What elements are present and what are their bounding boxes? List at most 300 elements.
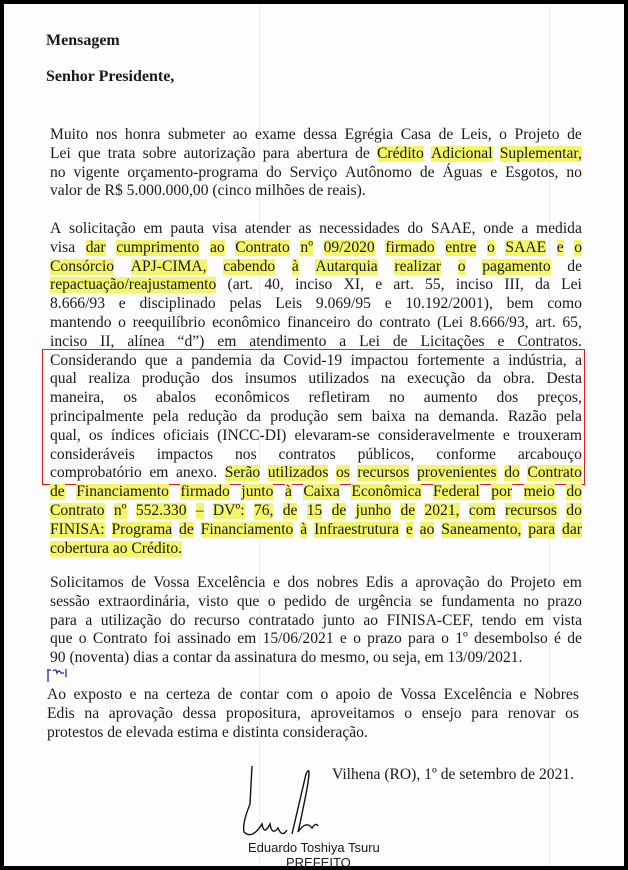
word: de <box>131 574 146 591</box>
word: pela <box>152 408 179 425</box>
word: prazo <box>547 592 582 610</box>
word: Econômica <box>351 483 422 501</box>
word: recursos <box>505 502 557 519</box>
word: e <box>497 332 505 350</box>
word: conforme <box>436 445 496 463</box>
text-line <box>50 648 582 667</box>
word: APJ-CIMA, <box>130 257 207 275</box>
word: o <box>320 686 329 703</box>
word: art. <box>535 314 556 331</box>
word: com <box>286 686 314 703</box>
word: de <box>282 502 298 519</box>
word: obra. <box>503 370 535 388</box>
word: A <box>50 220 62 237</box>
word: nos <box>234 445 257 463</box>
word: o <box>118 314 126 331</box>
text-segment: valor de R$ 5.000.000,00 (cinco milhões de reais). <box>50 182 366 200</box>
word: Contrato <box>527 464 582 482</box>
text-line <box>50 257 582 276</box>
word: apoio <box>335 686 371 703</box>
word: impactos <box>156 445 214 463</box>
word: 65, <box>562 314 582 331</box>
word: qual, <box>50 426 81 444</box>
word: SAAE, <box>430 220 476 237</box>
text-line <box>50 332 582 351</box>
word: 76, <box>253 502 274 519</box>
word: inciso <box>295 276 333 294</box>
word: e <box>375 276 383 294</box>
highlighted-text: cobertura ao Crédito. <box>50 539 183 557</box>
word: utilizados <box>267 464 329 482</box>
text-line <box>50 219 582 238</box>
word: ensejo <box>421 704 462 722</box>
word: dos <box>287 574 310 591</box>
word: Serviço <box>289 163 338 181</box>
word: consideráveis <box>50 445 135 463</box>
word: o <box>404 704 413 722</box>
word: de <box>392 332 408 350</box>
word: execução <box>407 370 466 388</box>
word: Serão <box>224 464 261 482</box>
word: vista <box>552 611 582 629</box>
word: redução <box>187 408 238 425</box>
word: da <box>476 370 492 388</box>
word: inciso <box>455 276 494 294</box>
word: para <box>471 704 499 722</box>
word: pagamento <box>482 257 551 275</box>
word: nº <box>300 238 314 256</box>
word: Programa <box>111 520 173 538</box>
word: contar <box>239 686 279 703</box>
word: cumprimento <box>116 238 200 256</box>
handwritten-mark-icon <box>45 667 69 683</box>
word: em <box>562 574 582 591</box>
word: que <box>50 630 73 648</box>
word: recursos <box>357 464 410 482</box>
word: Excelência <box>197 574 266 591</box>
word: certeza <box>166 686 211 703</box>
word: realizar <box>394 257 442 275</box>
salutation: Senhor Presidente, <box>46 68 175 85</box>
word: propositura, <box>226 704 301 722</box>
word: preços, <box>537 389 582 407</box>
word: meio <box>523 483 555 501</box>
word: de <box>217 686 233 703</box>
word: o <box>353 630 361 648</box>
word: indústria, <box>508 351 567 369</box>
word: do <box>566 502 582 519</box>
word: impactou <box>350 351 409 369</box>
word: orçamento-programa <box>127 163 259 181</box>
word: 1º <box>455 630 468 648</box>
word: Vossa <box>153 574 190 591</box>
text-line <box>50 629 582 648</box>
word: contratado <box>248 611 315 629</box>
word: que <box>145 351 168 369</box>
text-line <box>50 144 582 163</box>
word: autorização <box>183 144 256 162</box>
word: consideravelmente <box>377 426 495 444</box>
word: à <box>284 483 292 501</box>
word: de <box>400 502 416 519</box>
word: se <box>419 592 433 610</box>
word: bem <box>506 295 534 313</box>
word: a <box>85 611 93 629</box>
word: de <box>377 686 393 703</box>
word: à <box>291 257 299 275</box>
word: de <box>179 520 194 538</box>
document-heading: Mensagem <box>46 32 120 49</box>
word: é <box>554 630 561 648</box>
word: Solicitamos <box>50 574 124 591</box>
text-line <box>50 163 582 182</box>
word: e <box>339 630 347 648</box>
text-line <box>50 275 582 294</box>
word: Casa <box>400 126 431 143</box>
word: DVº: <box>212 502 245 519</box>
word: Leis, <box>460 126 492 143</box>
word: do <box>169 611 186 629</box>
word: firmado <box>385 238 435 256</box>
word: as <box>298 220 312 237</box>
word: de <box>355 144 370 162</box>
word: trouxeram <box>517 426 582 444</box>
text-line <box>50 125 582 144</box>
word: art. <box>393 276 414 294</box>
word: junho <box>355 502 392 519</box>
word: Financiamento <box>200 520 294 538</box>
word: atender <box>244 220 291 237</box>
word: Contrato <box>50 502 105 519</box>
word: a <box>492 351 500 369</box>
word: III, <box>504 276 524 294</box>
word: de <box>438 126 454 143</box>
signature-icon <box>232 764 322 844</box>
word: para <box>408 630 435 648</box>
word: Financiamento <box>76 483 169 501</box>
word: Crédito <box>377 144 424 162</box>
word: a <box>339 332 347 350</box>
word: em <box>217 332 237 350</box>
word: o <box>441 630 449 648</box>
word: utilização <box>100 611 162 629</box>
text-line <box>50 539 582 558</box>
word: dessa <box>303 126 338 143</box>
word: do <box>487 574 503 591</box>
word: alínea <box>127 332 165 350</box>
word: pelas <box>229 295 262 313</box>
word: Razão <box>507 408 547 425</box>
word: produção <box>141 370 200 388</box>
word: ao <box>209 238 225 256</box>
word: por <box>491 483 513 501</box>
word: Federal <box>433 483 480 501</box>
word: do <box>357 314 373 331</box>
word: e <box>118 295 126 313</box>
word: produção <box>270 408 329 425</box>
word: o <box>499 126 507 143</box>
word: para <box>50 611 77 629</box>
word: (art. <box>227 276 254 294</box>
word: os <box>88 426 103 444</box>
word: elevaram-se <box>294 426 370 444</box>
word: a <box>175 351 183 369</box>
word: 10.192/2001), <box>405 295 493 313</box>
word: SAAE <box>505 238 547 256</box>
text-line <box>50 463 582 482</box>
word: necessidades <box>319 220 400 237</box>
word: o <box>487 238 495 256</box>
text-line <box>50 573 582 592</box>
text-line <box>50 445 582 464</box>
word: 2021, <box>424 502 460 519</box>
word: dessa <box>182 704 217 722</box>
word: a <box>575 351 582 369</box>
word: principalmente <box>50 408 144 425</box>
word: e <box>405 520 413 538</box>
word: de <box>331 502 347 519</box>
word: fundamenta <box>441 592 515 610</box>
text-line <box>50 313 582 332</box>
word: visto <box>198 592 229 610</box>
word: ao <box>363 611 379 629</box>
word: ao <box>232 126 248 143</box>
word: urgência <box>357 592 412 610</box>
word: em <box>149 464 169 482</box>
word: em <box>143 220 163 237</box>
word: FINISA-CEF, <box>386 611 474 629</box>
word: 40, <box>264 276 284 294</box>
word: Covid-19 <box>283 351 343 369</box>
word: pauta <box>170 220 205 237</box>
word: a <box>401 574 408 591</box>
word: Infraestrutura <box>314 520 399 538</box>
word: cabendo <box>223 257 276 275</box>
word: aproveitamos <box>310 704 395 722</box>
word: sobre <box>142 144 177 162</box>
word: Projeto <box>514 126 560 143</box>
text-line <box>47 704 579 723</box>
word: junto <box>241 483 274 501</box>
word: firmado <box>180 483 230 501</box>
word: FINISA: <box>50 520 105 538</box>
word: repactuação/reajustamento <box>50 276 217 294</box>
word: foi <box>153 630 172 648</box>
word: Lei <box>50 144 71 162</box>
word: dar <box>85 238 106 256</box>
word: Ao <box>47 686 67 703</box>
word: 15 <box>306 502 323 519</box>
word: desembolso <box>474 630 548 648</box>
text-line <box>50 482 582 501</box>
word: à <box>300 520 308 538</box>
word: e <box>384 295 392 313</box>
word: e <box>502 426 510 444</box>
word: 55, <box>425 276 445 294</box>
word: econômicos <box>215 389 290 407</box>
word: os <box>335 464 350 482</box>
word: oficiais <box>163 426 209 444</box>
word: refletiram <box>308 389 371 407</box>
word: na <box>414 408 430 425</box>
word: extraordinária, <box>98 592 190 610</box>
word: 8.666/93 <box>50 295 106 313</box>
word: provenientes <box>416 464 497 482</box>
word: e <box>519 686 527 703</box>
word: abalos <box>156 389 196 407</box>
text-line <box>50 501 582 520</box>
word: Vossa <box>400 686 437 703</box>
word: pedido <box>283 592 327 610</box>
word: do <box>504 464 520 482</box>
text-segment: 90 (noventa) dias a contar da assinatura do mesmo, ou seja, em 13/09/2021. <box>50 649 523 667</box>
word: na <box>380 370 396 388</box>
word: dos <box>496 389 519 407</box>
text-line <box>50 294 582 313</box>
word: que <box>78 144 101 162</box>
word: públicos, <box>357 445 415 463</box>
text-line <box>50 388 582 407</box>
word: Consórcio <box>50 257 115 275</box>
word: e <box>272 574 280 591</box>
word: baixa <box>371 408 406 425</box>
word: o <box>78 630 87 648</box>
word: 9.069/95 <box>315 295 371 313</box>
word: maneira, <box>50 389 105 407</box>
word: o <box>574 238 582 256</box>
word: demanda. <box>438 408 499 425</box>
word: Adicional <box>431 144 493 162</box>
word: renovar <box>507 704 556 722</box>
word: 15/06/2021 <box>262 630 334 648</box>
word: sem <box>337 408 363 425</box>
word: e <box>129 686 137 703</box>
word: Excelência <box>443 686 513 703</box>
word: entre <box>445 238 477 256</box>
word: Contrato <box>92 630 148 648</box>
word: no <box>566 163 582 181</box>
word: no <box>389 389 405 407</box>
word: financeiro <box>287 314 351 331</box>
word: Lei <box>561 276 582 294</box>
word: de <box>567 126 582 143</box>
word: utilizados <box>308 370 370 388</box>
word: e <box>556 238 564 256</box>
word: (Lei <box>437 314 464 331</box>
signer-role: PREFEITO <box>286 855 351 870</box>
word: visa <box>211 220 237 237</box>
word: ao <box>419 520 435 538</box>
word: para <box>528 520 556 538</box>
word: a <box>521 220 529 237</box>
signer-name: Eduardo Toshiya Tsuru <box>248 840 380 855</box>
word: onde <box>483 220 514 237</box>
text-line <box>50 369 582 388</box>
word: o <box>457 257 466 275</box>
word: atendimento <box>249 332 327 350</box>
word: em <box>524 611 545 629</box>
word: de <box>567 257 582 275</box>
word: de <box>567 630 582 648</box>
text-segment: protestos de elevada estima e distinta consideração. <box>47 723 368 741</box>
text-line <box>50 181 582 200</box>
text-line <box>47 723 579 742</box>
word: submeter <box>168 126 226 143</box>
word: assinado <box>177 630 231 648</box>
word: qual <box>50 370 77 388</box>
word: nobres <box>316 574 359 591</box>
word: inciso <box>50 332 88 350</box>
word: Autônomo <box>345 163 412 181</box>
word: insumos <box>244 370 297 388</box>
word: disciplinado <box>139 295 216 313</box>
word: Contrato <box>235 238 290 256</box>
word: arcabouço <box>517 445 582 463</box>
text-line <box>50 426 582 445</box>
word: (INCC-DI) <box>217 426 287 444</box>
word: de <box>50 483 65 501</box>
word: Edis <box>365 574 394 591</box>
word: solicitação <box>69 220 136 237</box>
word: – <box>195 502 204 519</box>
word: os <box>565 704 579 722</box>
word: para <box>262 144 290 162</box>
word: vigente <box>73 163 120 181</box>
word: Lei <box>359 332 380 350</box>
word: dar <box>562 520 582 538</box>
word: Caixa <box>303 483 340 501</box>
word: Nobres <box>533 686 579 703</box>
text-line <box>50 351 582 370</box>
word: índices <box>110 426 155 444</box>
word: no <box>50 163 66 181</box>
word: fortemente <box>416 351 485 369</box>
word: Águas <box>442 163 483 181</box>
word: Licitações <box>420 332 485 350</box>
word: contratos <box>278 445 336 463</box>
word: XI, <box>343 276 364 294</box>
word: prazo <box>367 630 402 648</box>
word: Projeto <box>510 574 556 591</box>
text-line <box>50 520 582 539</box>
text-line <box>50 611 582 630</box>
word: Suplementar, <box>499 144 582 162</box>
word: em <box>237 630 257 648</box>
word: trata <box>107 144 136 162</box>
word: reequilíbrio <box>132 314 206 331</box>
word: junto <box>322 611 355 629</box>
word: Egrégia <box>344 126 394 143</box>
word: no <box>523 592 539 610</box>
word: 552.330 <box>135 502 187 519</box>
word: nos <box>95 126 118 143</box>
word: e <box>490 163 498 181</box>
word: Saneamento, <box>441 520 522 538</box>
text-line <box>50 407 582 426</box>
word: os <box>123 389 138 407</box>
word: sessão <box>50 592 90 610</box>
word: aprovação <box>108 704 173 722</box>
text-line <box>47 685 579 704</box>
word: comprobatório <box>50 464 142 482</box>
word: pela <box>555 408 582 425</box>
word: 09/2020 <box>323 238 375 256</box>
word: Contratos. <box>517 332 582 350</box>
word: “d”) <box>177 332 205 350</box>
word: , <box>577 144 582 162</box>
word: abertura <box>296 144 348 162</box>
word: Leis <box>275 295 303 313</box>
